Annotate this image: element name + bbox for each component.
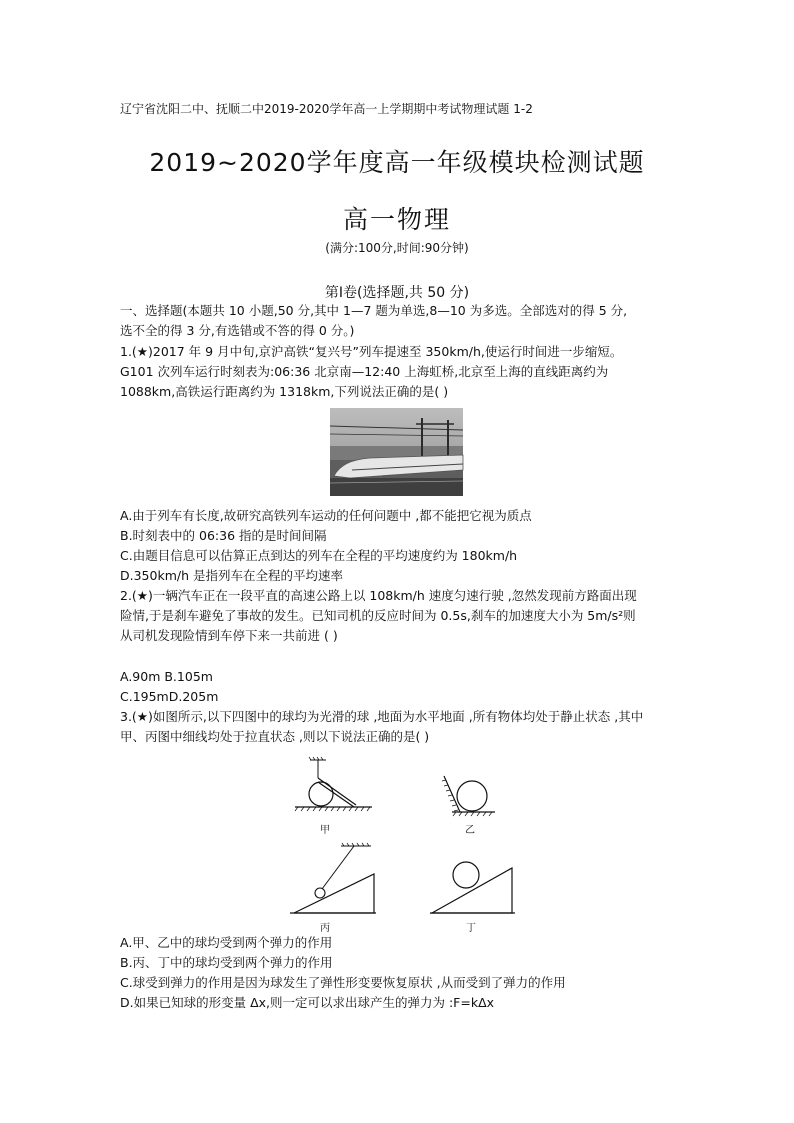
q3-option-a: A.甲、乙中的球均受到两个弹力的作用 xyxy=(120,935,333,950)
q2-stem-line-2: 险情,于是刹车避免了事故的发生。已知司机的反应时间为 0.5s,刹车的加速度大小为 5m/s²则 xyxy=(120,608,636,623)
q1-option-d: D.350km/h 是指列车在全程的平均速率 xyxy=(120,568,343,583)
instructions-line-2: 选不全的得 3 分,有选错或不答的得 0 分。) xyxy=(120,323,355,338)
volume-title: 第Ⅰ卷(选择题,共 50 分) xyxy=(324,285,470,301)
document-header: 辽宁省沈阳二中、抚顺二中2019-2020学年高一上学期期中考试物理试题 1-2 xyxy=(120,102,533,116)
q2-options-line-2: C.195mD.205m xyxy=(120,689,219,704)
figure-label-ding: 丁 xyxy=(466,923,476,934)
q3-stem-line-1: 3.(★)如图所示,以下四图中的球均为光滑的球 ,地面为水平地面 ,所有物体均处于静止状态 ,其中 xyxy=(120,709,644,724)
q1-stem-line-3: 1088km,高铁运行距离约为 1318km,下列说法正确的是( ) xyxy=(120,384,449,399)
q1-option-c: C.由题目信息可以估算正点到达的列车在全程的平均速度约为 180km/h xyxy=(120,548,518,563)
figure-label-yi: 乙 xyxy=(465,825,475,836)
figure-ding xyxy=(428,852,518,917)
q2-stem-line-3: 从司机发现险情到车停下来一共前进 ( ) xyxy=(120,628,338,643)
q1-option-a: A.由于列车有长度,故研究高铁列车运动的任何问题中 ,都不能把它视为质点 xyxy=(120,508,532,523)
figure-yi xyxy=(440,772,500,820)
instructions-line-1: 一、选择题(本题共 10 小题,50 分,其中 1—7 题为单选,8—10 为多选。全部选对的得 5 分, xyxy=(120,303,628,318)
train-photo xyxy=(330,408,463,496)
figure-label-jia: 甲 xyxy=(320,825,330,836)
q1-stem-line-2: G101 次列车运行时刻表为:06:36 北京南—12:40 上海虹桥,北京至上海的直线距离约为 xyxy=(120,364,609,379)
q3-stem-line-2: 甲、丙图中细线均处于拉直状态 ,则以下说法正确的是( ) xyxy=(120,729,430,744)
figure-bing xyxy=(286,842,378,917)
subject-title: 高一物理 xyxy=(342,205,451,234)
figure-jia xyxy=(290,758,375,818)
q2-stem-line-1: 2.(★)一辆汽车正在一段平直的高速公路上以 108km/h 速度匀速行驶 ,忽然发现前方路面出现 xyxy=(120,588,637,603)
figure-label-bing: 丙 xyxy=(320,923,330,934)
page-title: 2019~2020学年度高一年级模块检测试题 xyxy=(149,148,645,177)
q3-option-d: D.如果已知球的形变量 Δx,则一定可以求出球产生的弹力为 :F=kΔx xyxy=(120,995,495,1010)
exam-meta: (满分:100分,时间:90分钟) xyxy=(325,241,469,255)
q2-options-line-1: A.90m B.105m xyxy=(120,669,213,684)
q3-option-b: B.丙、丁中的球均受到两个弹力的作用 xyxy=(120,955,333,970)
q1-stem-line-1: 1.(★)2017 年 9 月中旬,京沪高铁“复兴号”列车提速至 350km/h,使运行时间进一步缩短。 xyxy=(120,344,623,359)
q1-option-b: B.时刻表中的 06:36 指的是时间间隔 xyxy=(120,528,327,543)
q3-option-c: C.球受到弹力的作用是因为球发生了弹性形变要恢复原状 ,从而受到了弹力的作用 xyxy=(120,975,566,990)
